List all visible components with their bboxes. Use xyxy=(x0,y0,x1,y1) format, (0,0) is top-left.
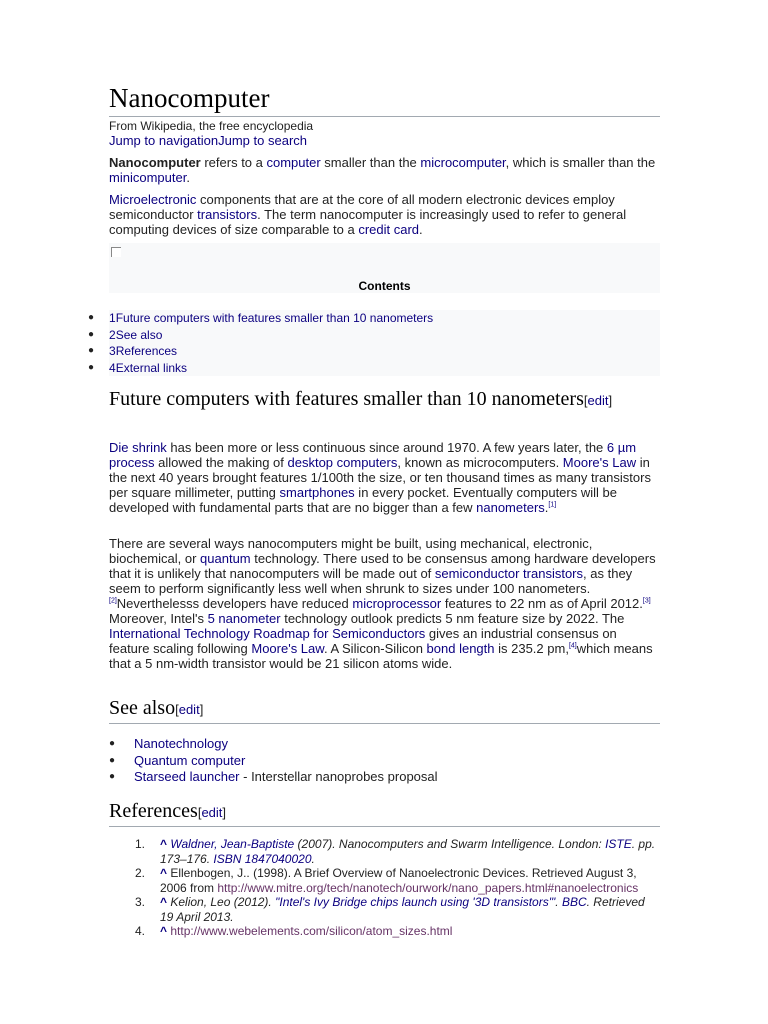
toc-label: See also xyxy=(115,327,163,342)
text: technology outlook predicts 5 nm feature size by 2022. The xyxy=(280,611,625,626)
text: in every pocket. Eventually computers will be developed with fundamental parts that are no bigger than a few xyxy=(109,485,617,515)
text: , as they seem to perform significantly less well when shrunk to sizes under 100 nanometers. xyxy=(109,566,633,596)
link-microprocessor[interactable]: microprocessor xyxy=(352,596,442,611)
link-credit-card[interactable]: credit card xyxy=(358,222,420,237)
link-microelectronic[interactable]: Microelectronic xyxy=(109,192,197,207)
bullet-icon: ● xyxy=(88,345,95,356)
text: . The term nanocomputer is increasingly used to refer to general computing devices of size comparable to a xyxy=(109,207,627,237)
reference-number: 2. xyxy=(135,866,146,880)
backlink-caret[interactable]: ^ xyxy=(160,924,168,938)
link-nanometers[interactable]: nanometers xyxy=(476,500,545,515)
bullet-icon: ● xyxy=(88,312,95,323)
link-bbc[interactable]: BBC xyxy=(561,895,587,909)
edit-link-wrapper: [edit] xyxy=(583,393,613,408)
section-heading-future xyxy=(109,388,660,412)
link-bond-length[interactable]: bond length xyxy=(426,641,495,656)
toc-list xyxy=(88,310,660,376)
link-6um-process[interactable]: 6 µm process xyxy=(109,440,637,470)
link-itrs[interactable]: International Technology Roadmap for Semiconductors xyxy=(109,626,426,641)
edit-link-wrapper: [edit] xyxy=(197,805,227,820)
toc-number: 1 xyxy=(109,311,116,325)
text: . Retrieved 19 April 2013. xyxy=(160,895,645,924)
future-paragraph-1 xyxy=(109,440,660,515)
link-die-shrink[interactable]: Die shrink xyxy=(109,440,167,455)
text: Moreover, Intel's xyxy=(109,611,208,626)
link-isbn-number[interactable]: 1847040020 xyxy=(244,851,312,866)
link-minicomputer[interactable]: minicomputer xyxy=(109,170,187,185)
reference-item xyxy=(135,895,660,924)
citation-2[interactable]: [2] xyxy=(109,597,117,605)
link-quantum[interactable]: quantum xyxy=(200,551,251,566)
references-list xyxy=(135,837,660,939)
text: allowed the making of xyxy=(154,455,288,470)
text: There are several ways nanocomputers might be built, using mechanical, electronic, biochemical, or xyxy=(109,536,593,566)
toc-label: References xyxy=(115,344,178,358)
tagline: From Wikipedia, the free encyclopedia xyxy=(109,119,314,133)
text: components that are at the core of all modern electronic devices employ semiconductor xyxy=(109,192,615,222)
backlink-caret[interactable]: ^ xyxy=(160,837,168,851)
citation-3[interactable]: [3] xyxy=(642,597,651,605)
link-5-nanometer[interactable]: 5 nanometer xyxy=(207,611,281,626)
link-starseed-launcher[interactable]: Starseed launcher xyxy=(134,769,240,784)
intro-bold-term: Nanocomputer xyxy=(109,155,201,170)
toc-number: 2 xyxy=(109,327,116,342)
toc-item-4[interactable] xyxy=(88,360,188,376)
edit-link[interactable]: edit xyxy=(201,805,223,820)
item-description: - Interstellar nanoprobes proposal xyxy=(239,769,438,784)
section-heading-see-also xyxy=(109,697,660,724)
text: . A Silicon-Silicon xyxy=(323,641,427,656)
link-moores-law[interactable]: Moore's Law xyxy=(562,455,637,470)
jump-to-navigation-link[interactable]: Jump to navigation xyxy=(109,133,219,148)
text: technology. There used to be consensus among hardware developers that it is unlikely that nanocomputers will be made out of xyxy=(109,551,656,581)
reference-item xyxy=(135,924,660,939)
link-semiconductor-transistors[interactable]: semiconductor transistors xyxy=(434,566,584,581)
text: . xyxy=(555,895,562,909)
toc-toggle-checkbox[interactable] xyxy=(111,247,121,257)
jump-links xyxy=(109,133,307,148)
intro-paragraph-1 xyxy=(109,155,660,185)
text: Neverthelesss developers have reduced xyxy=(116,596,353,611)
bullet-icon: ● xyxy=(109,738,116,749)
text: features to 22 nm as of April 2012. xyxy=(441,596,643,611)
list-item xyxy=(109,736,634,753)
link-transistors[interactable]: transistors xyxy=(197,207,258,222)
link-nanotechnology[interactable]: Nanotechnology xyxy=(134,736,228,751)
toc-item-3[interactable] xyxy=(88,343,178,359)
text: Ellenbogen, J.. (1998). A Brief Overview of Nanoelectronic Devices. Retrieved August 3, 2006 from xyxy=(160,866,637,895)
edit-link-wrapper: [edit] xyxy=(175,702,204,717)
text: Kelion, Leo (2012). xyxy=(167,895,276,909)
text: gives an industrial consensus on feature scaling following xyxy=(109,626,617,656)
text: , which is smaller than the xyxy=(505,155,656,170)
link-desktop-computers[interactable]: desktop computers xyxy=(287,455,398,470)
backlink-caret[interactable]: ^ xyxy=(160,866,168,880)
bullet-icon: ● xyxy=(109,771,116,782)
toc-label: External links xyxy=(115,360,188,375)
jump-to-search-link[interactable]: Jump to search xyxy=(218,133,307,148)
edit-link[interactable]: edit xyxy=(587,393,609,408)
toc-item-1[interactable] xyxy=(88,310,434,326)
section-title: Future computers with features smaller than 10 nanometers xyxy=(109,388,584,410)
toc-label: Future computers with features smaller than 10 nanometers xyxy=(115,311,434,325)
text: refers to a xyxy=(200,155,267,170)
text: . xyxy=(419,222,423,237)
toc-box xyxy=(109,243,660,293)
link-isbn[interactable]: ISBN xyxy=(213,851,242,866)
toc-number: 3 xyxy=(109,344,116,358)
citation-4[interactable]: [4] xyxy=(568,642,577,650)
reference-number: 4. xyxy=(135,924,146,938)
bullet-icon: ● xyxy=(88,328,95,340)
text: has been more or less continuous since around 1970. A few years later, the xyxy=(166,440,607,455)
link-microcomputer[interactable]: microcomputer xyxy=(420,155,506,170)
reference-number: 1. xyxy=(135,837,146,851)
text: smaller than the xyxy=(320,155,421,170)
text: . xyxy=(544,500,549,515)
intro-paragraph-2 xyxy=(109,192,660,237)
section-title: References xyxy=(109,800,198,822)
future-paragraph-2 xyxy=(109,536,660,671)
bullet-icon: ● xyxy=(88,361,95,373)
text: . pp. 173–176. xyxy=(160,837,656,866)
reference-item xyxy=(135,866,660,895)
edit-link[interactable]: edit xyxy=(178,702,200,717)
text: . xyxy=(311,851,315,866)
external-link[interactable]: http://www.webelements.com/silicon/atom_sizes.html xyxy=(170,924,453,938)
text: in the next 40 years brought features 1/100th the size, or ten thousand times as many transistors per square millimeter, putting xyxy=(109,455,651,500)
toc-item-2[interactable] xyxy=(88,327,163,343)
link-moores-law-2[interactable]: Moore's Law xyxy=(251,641,324,656)
list-item xyxy=(109,769,634,786)
link-computer[interactable]: computer xyxy=(266,155,321,170)
text: , known as microcomputers. xyxy=(397,455,563,470)
reference-item xyxy=(135,837,660,866)
text: which means that a 5 nm-width transistor would be 21 silicon atoms wide. xyxy=(109,641,653,671)
bullet-icon: ● xyxy=(109,754,116,766)
text: (2007). Nanocomputers and Swarm Intelligence. London: xyxy=(294,837,606,851)
toc-title: Contents xyxy=(358,279,411,293)
link-publisher[interactable]: ISTE xyxy=(605,837,632,851)
link-article[interactable]: "Intel's Ivy Bridge chips launch using '3D transistors'" xyxy=(275,895,556,909)
link-quantum-computer[interactable]: Quantum computer xyxy=(134,752,246,768)
reference-number: 3. xyxy=(135,895,146,909)
text: is 235.2 pm, xyxy=(494,641,569,656)
link-smartphones[interactable]: smartphones xyxy=(279,485,355,500)
text: . xyxy=(186,170,190,185)
backlink-caret[interactable]: ^ xyxy=(160,895,168,909)
list-item xyxy=(109,752,634,770)
section-title: See also xyxy=(109,697,176,719)
citation-1[interactable]: [1] xyxy=(548,501,557,509)
link-author[interactable]: Waldner, Jean-Baptiste xyxy=(170,837,295,851)
page-title: Nanocomputer xyxy=(109,82,660,117)
external-link[interactable]: http://www.mitre.org/tech/nanotech/ourwork/nano_papers.html#nanoelectronics xyxy=(217,880,639,895)
section-heading-references xyxy=(109,800,660,827)
see-also-list xyxy=(109,736,634,786)
toc-number: 4 xyxy=(109,360,116,375)
